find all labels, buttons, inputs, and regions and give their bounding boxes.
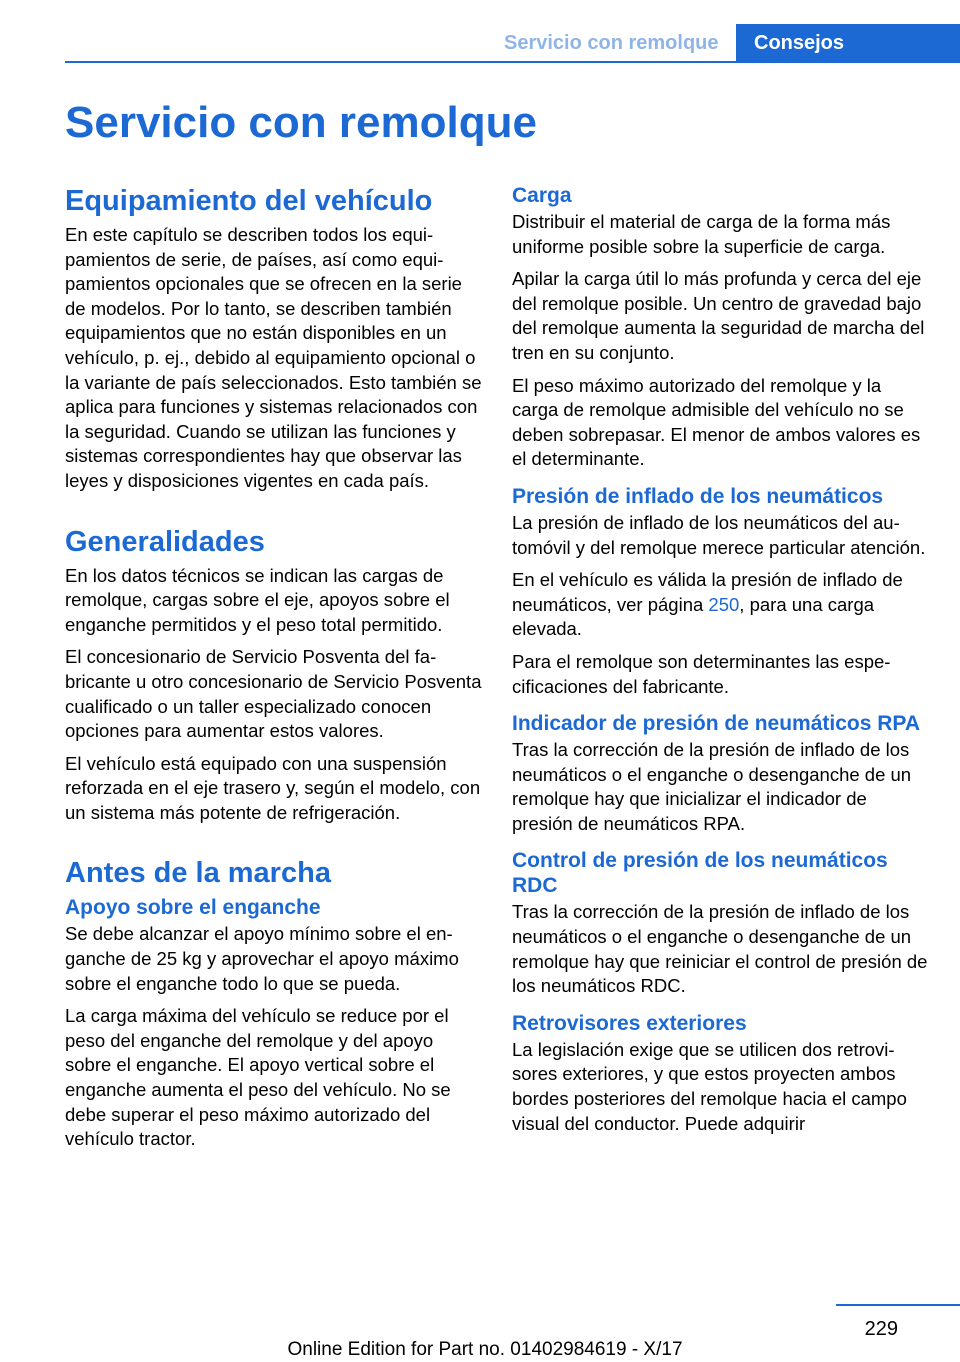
tab-consejos[interactable]: Consejos (736, 24, 960, 63)
paragraph: Apilar la carga útil lo más profunda y cerca del eje del remolque posible. Un centro de gravedad bajo del remolque aumenta la seguridad de marcha del tren en su conjunto. (512, 268, 925, 363)
subheading-presion: Presión de inflado de los neumáticos (512, 484, 884, 508)
paragraph: Para el remolque son determinantes las especificaciones del fabricante. (512, 650, 891, 697)
subheading-rpa: Indicador de presión de neumáticos RPA (512, 712, 921, 736)
paragraph-text: , para una carga elevada. (512, 593, 875, 640)
paragraph: Se debe alcanzar el apoyo mínimo sobre el enganche de 25 kg y aprovechar el apoyo máximo sobre el enganche todo lo que se pueda. (65, 923, 459, 994)
page-title: Servicio con remolque (65, 98, 537, 147)
subheading-retrovisores: Retrovisores exteriores (512, 1011, 747, 1035)
paragraph: La presión de inflado de los neumáticos del automóvil y del remolque merece particular atención. (512, 511, 926, 558)
section-heading-equipamiento: Equipamiento del vehículo (65, 185, 433, 217)
paragraph: La carga máxima del vehículo se reduce por el peso del enganche del remolque y del apoyo sobre el enganche. El apoyo vertical sobre el enganche aumenta el peso del vehículo. No se debe superar el peso máximo autorizado del vehículo tractor. (65, 1005, 451, 1150)
subheading-apoyo: Apoyo sobre el enganche (65, 896, 321, 920)
left-column (65, 183, 482, 1160)
subheading-carga: Carga (512, 184, 572, 207)
paragraph: La legislación exige que se utilicen dos retrovisores exteriores, y que estos proyecten ambos bordes posteriores del remolque hacia el campo visual del conductor. Puede adquirir (512, 1038, 907, 1134)
paragraph: En este capítulo se describen todos los equipamientos de serie, de países, así como equipamientos opcionales que se ofrecen en la serie de modelos. Por lo tanto, se describen también equipamientos que no están disponibles en un vehículo, p. ej., debido al equipamiento opcional o la variante de país seleccionados. Esto también se aplica para funciones y sistemas relacionados con la seguridad. Cuando se utilizan las funciones y sistemas correspondientes hay que observar las leyes y disposiciones vigentes en cada país. (65, 224, 482, 491)
breadcrumb[interactable]: Servicio con remolque (504, 32, 719, 54)
page-number: 229 (864, 1318, 898, 1340)
paragraph (512, 568, 932, 642)
paragraph: El concesionario de Servicio Posventa del fabricante u otro concesionario de Servicio Posventa cualificado o un taller especializado conocen opciones para aumentar estos valores. (65, 646, 482, 742)
section-heading-generalidades: Generalidades (65, 525, 265, 558)
page-link-250[interactable]: 250 (708, 593, 740, 615)
paragraph: El peso máximo autorizado del remolque y la carga de remolque admisible del vehículo no se deben sobrepasar. El menor de ambos valores es el determinante. (512, 374, 921, 470)
paragraph: Distribuir el material de carga de la forma más uniforme posible sobre la superficie de carga. (512, 211, 891, 257)
paragraph: En los datos técnicos se indican las cargas de remolque, cargas sobre el eje, apoyos sobre el enganche permitidos y el peso total permitido. (65, 564, 450, 635)
paragraph-text: En el vehículo es válida la presión de inflado de neumáticos, ver página (512, 569, 903, 615)
right-column (512, 183, 932, 1144)
subheading-rdc: Control de presión de los neumáticos RDC (512, 849, 888, 898)
paragraph: Tras la corrección de la presión de inflado de los neumáticos o el enganche o desenganche de un remolque hay que reiniciar el control de presión de los neumáticos RDC. (512, 901, 928, 997)
paragraph: Tras la corrección de la presión de inflado de los neumáticos o el enganche o desenganche de un remolque hay que inicializar el indicador de presión de neumáticos RPA. (512, 739, 912, 834)
footer-rule (836, 1304, 960, 1306)
paragraph: El vehículo está equipado con una suspensión reforzada en el eje trasero y, según el modelo, con un sistema más potente de refrigeración. (65, 752, 481, 823)
section-heading-antes-de-la-marcha: Antes de la marcha (65, 857, 331, 890)
edition-footer: Online Edition for Part no. 01402984619 - X/17 (287, 1339, 683, 1360)
